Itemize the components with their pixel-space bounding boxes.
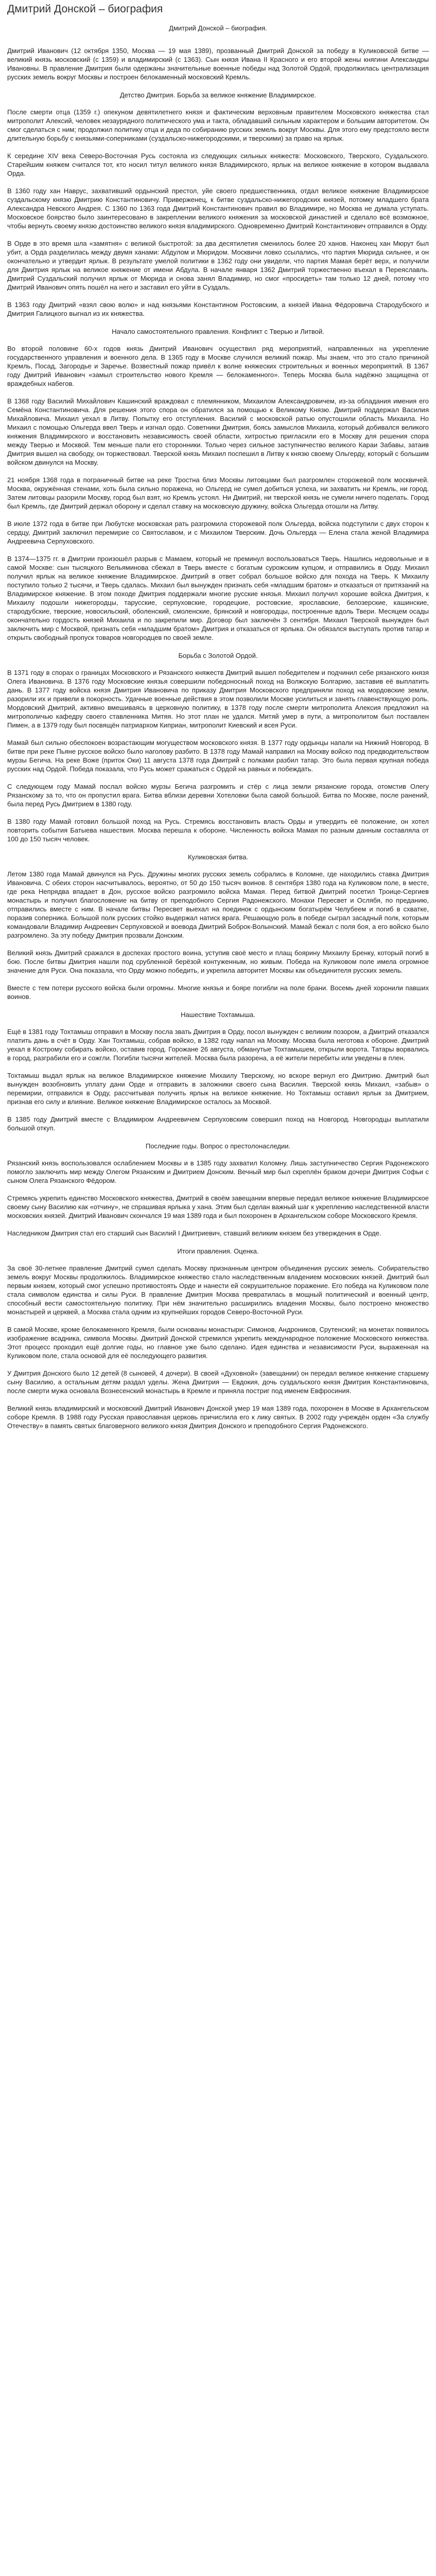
body-paragraph: В 1371 году в спорах о границах Московского и Рязанского княжеств Дмитрий вышел победителем и подчинил себе рязанского князя Олега Ивановича. В 1376 году Московские князья совершили победоносный поход на Волжскую Болгарию, заставив её выплатить дань. В 1377 году войска князя Дмитрия Ивановича по приказу Дмитрия Московского предприняли поход на мордовские земли, разорили их и привели в покорность. Удачные военные действия в этом позволили Москве усилиться и занять главенствующую роль. Мордовский Дмитрий, активно вмешиваясь в церковную политику, в 1378 году после смерти митрополита Алексия предложил на митрополичью кафедру своего ставленника Митяя. Но этот план не удался. Митяй умер в пути, а митрополитом был поставлен Пимен, а в 1379 году был посвящён патриархом Киприан, митрополит Киевский и всея Руси. — [7, 669, 429, 729]
body-paragraph: Стремясь укрепить единство Московского княжества, Дмитрий в своём завещании впервые передал великое княжение Владимирское своему сыну Василию как «отчину», не спрашивая ярлыка у хана. Этим был сделан важный шаг к укреплению наследственной власти московских князей. Дмитрий Иванович скончался 19 мая 1389 года и был похоронен в Архангельском соборе Московского Кремля. — [7, 1194, 429, 1219]
section-heading: Последние годы. Вопрос о престолонаследии. — [145, 1142, 291, 1150]
body-paragraph: За своё 30-летнее правление Дмитрий сумел сделать Москву признанным центром объединения русских земель. Собирательство земель вокруг Москвы продолжилось. Владимирское княжество стало наследственным владением московских князей. Дмитрий был первым князем, который смог успешно противостоять Орде и нанести ей сокрушительное поражение. Его победа на Куликовом поле стала символом единства и силы Руси. В правление Дмитрия Москва превратилась в мощный политический и военный центр, способный вести самостоятельную политику. При нём значительно расширились владения Москвы, было построено множество монастырей и церквей, а Москва стала одним из крупнейших городов Северо-Восточной Руси. — [7, 1264, 429, 1316]
document-body — [7, 46, 429, 1430]
body-paragraph: Ещё в 1381 году Тохтамыш отправил в Москву посла звать Дмитрия в Орду, посол вынужден с великим позором, а Дмитрий отказался платить дань в счёт в Орду. Хан Тохтамыш, собрав войско, в 1382 году напал на Москву. Москва была неготова к обороне. Дмитрий уехал в Кострому собирать войско, оставив город. Горожане 26 августа, обманутые Тохтамышем, открыли ворота. Татары ворвались в город, разграбили его и сожгли. Погибли тысячи жителей. Москва была разорена, а её жители перебиты или уведены в плен. — [7, 1028, 429, 1062]
document-subtitle: Дмитрий Донской – биография. — [169, 24, 267, 32]
body-paragraph: Наследником Дмитрия стал его старший сын Василий I Дмитриевич, ставший великим князем без утверждения в Орде. — [7, 1229, 381, 1237]
section-heading: Борьба с Золотой Ордой. — [178, 652, 258, 659]
body-paragraph: В июле 1372 года в битве при Любутске московская рать разгромила сторожевой полк Ольгерда, войска подступили с двух сторон к сердцу, Дмитрий заключил перемирие со Святославом, и с Михаилом Тверским. Дочь Ольгерда — Елена стала женой Владимира Андреевича Серпуховского. — [7, 520, 429, 545]
section-heading: Начало самостоятельного правления. Конфликт с Тверью и Литвой. — [112, 328, 324, 335]
body-paragraph: Во второй половине 60-х годов князь Дмитрий Иванович осуществил ряд мероприятий, направленных на укрепление государственного управления и военного дела. В 1365 году в Москве случился великий пожар. Мы знаем, что это стало причиной Кремль, Посад, Загородье и Заречье. Возвестный пожар привёл к волне княжеских строительных и военных мероприятий. В 1367 году Дмитрий Иванович «замыл строительство нового Кремля — белокаменного». Теперь Москва была надёжно защищена от враждебных набегов. — [7, 345, 429, 387]
body-paragraph: К середине XIV века Северо-Восточная Русь состояла из следующих сильных княжеств: Московского, Тверского, Суздальского. Старейшим княжем считался тот, кто носил титул великого князя Владимирского, ярлык на великое княжение в котором выдавала Орда. — [7, 152, 429, 177]
body-paragraph: В 1363 году Дмитрий «взял свою волю» и над князьями Константином Ростовским, а князей Ивана Фёдоровича Стародубского и Дмитрия Галицкого выгнал из их княжества. — [7, 301, 429, 317]
body-paragraph: Летом 1380 года Мамай двинулся на Русь. Дружины многих русских земель собрались в Коломне, где находились ставка Дмитрия Ивановича. С обеих сторон насчитывалось, вероятно, от 50 до 150 тысяч воинов. 8 сентября 1380 года на Куликовом поле, в месте, где река Непрядва впадает в Дон, русское войско разгромило войска Мамая. Перед битвой Дмитрий посетил Троице-Сергиев монастырь и получил благословение на битву от преподобного Сергия Радонежского. Монахи Пересвет и Ослябя, по преданию, отправились вместе с ним. В начале битвы Пересвет выехал на поединок с ордынским богатырём Челубеем и погиб в схватке, поразив соперника. Большой полк русских стойко выдержал натиск врага. Решающую роль в победе сыграл засадный полк, которым командовали Владимир Андреевич Серпуховской и воевода Дмитрий Боброк-Волынский. Мамай бежал с поля боя, а его войско было разгромлено. За эту победу Дмитрия прозвали Донским. — [7, 870, 429, 939]
body-paragraph: После смерти отца (1359 г.) опекуном девятилетнего князя и фактическим верховным правителем Московского княжества стал митрополит Алексий, человек незаурядного политического ума и такта, обладавший сильным характером и большим авторитетом. Он смог сделаться с ним; продолжил политику отца и деда по собиранию русских земель вокруг Москвы. Для этого ему предстояло вести длительную борьбу с князьями-соперниками (суздальско-нижегородскими, и тверскими) за право на ярлык. — [7, 108, 429, 142]
body-paragraph: В 1368 году Василий Михайлович Кашинский враждовал с племянником, Михаилом Александровичем, из-за обладания имения его Семёна Константиновича. Для решения этого спора он обратился за помощью к Великому Князю. Дмитрий поддержал Василия Михайловича. Михаил уехал в Литву. Попытку его отступления. Василий с московской ратью опустошили область Михаила. Но Михаил с помощью Ольгерда ввел Тверь и изгнал ордо. Советники Дмитрия, боясь замыслов Михаила, который добивался великого княжения Владимирского и восстановить независимость своей области, хитростью пригласили его в Москву для решения спора между Тверью и Москвой. Тем меньше пали его сторонники. Только через сильное заступничество великого Караи Забавы, затаив Дмитрия вышел на свободу, он торжествовал. Тверской князь Михаил поспешил в Литву к князю своему Ольгерду, который с большим войском двинулся на Москву. — [7, 397, 429, 466]
section-heading: Нашествие Тохтамыша. — [181, 1011, 255, 1019]
body-paragraph: В 1374—1375 гг. в Дмитрии произошёл разрыв с Мамаем, который не преминул воспользоваться Тверь. Нашлись недовольные и в самой Москве: сын тысяцкого Вельяминова сбежал в Тверь вместе с богатым сурожским купцом, и отправились в Орду. Михаил получил ярлык на великое княжение Владимирское. Дмитрий в ответ собрал большое войско для похода на Тверь. К Михаилу поступило только 2 тысячи, и Тверь сдалась. Михаил был вынужден признать себя «младшим братом» и отказаться от притязаний на Владимирское княжение. В этом походе Дмитрия поддержали многие русские князья. Михаил получил хорошие войска Дмитрия, к Михаилу подошли нижегородцы, тарусские, серпуховские, городецкие, ростовские, ярославские, белозерские, кашинские, стародубские, тверские, новосильский, оболенский, смоленские, брянский и новгородцы, построенные вдоль Твери. Месяцем осады окончательно гордость князей Михаила и по закрепили мир. Договор был заключён 3 сентября. Михаил Тверской вынужден был заключить мир с Москвой, признать себя «младшим братом» Дмитрия и отказаться от ярлыка. Он обязался выступать против татар и открыть свободный пропуск товаров новгородцев по своей земле. — [7, 555, 429, 641]
section-heading: Куликовская битва. — [187, 853, 249, 861]
body-paragraph: Рязанский князь воспользовался ослаблением Москвы и в 1385 году захватил Коломну. Лишь заступничество Сергия Радонежского помогло заключить мир между Олегом Рязанским и Дмитрием Донским. Вечный мир был скреплён браком дочери Дмитрия Софьи с сыном Олега Рязанского Фёдором. — [7, 1159, 429, 1184]
section-heading: Итоги правления. Оценка. — [177, 1247, 259, 1255]
section-heading: Детство Дмитрия. Борьба за великое княжение Владимирское. — [119, 91, 317, 99]
body-paragraph: Великий князь владимирский и московский Дмитрий Иванович Донской умер 19 мая 1389 года, похоронен в Москве в Архангельском соборе Кремля. В 1988 году Русская православная церковь причислила его к лику святых. В 2002 году учреждён орден «За службу Отечеству» в память святых благоверного великого князя Дмитрия Донского и преподобного Сергия Радонежского. — [7, 1404, 429, 1430]
body-paragraph: В 1360 году хан Наврус, захвативший ордынский престол, уйе своего предшественника, отдал великое княжение Владимирское суздальскому князю Дмитрию Константиновичу. Приверженец, к битве суздальско-нижегородских князей, потомку младшего брата Александра Невского Андрея. С 1360 по 1363 года Дмитрий Константинович правил во Владимире, но Москва не думала уступать. Московское боярство было заинтересовано в закреплении великого княжения за московской династией и сделало всё возможное, чтобы вернуть своему князю достоинство великого князя владимирского. Одновременно Дмитрий Константинович отправился в Орду. — [7, 187, 429, 230]
page-title: Дмитрий Донской – биография — [7, 3, 163, 15]
body-paragraph: В 1385 году Дмитрий вместе с Владимиром Андреевичем Серпуховским совершил поход на Новгород. Новгородцы выплатили большой откуп. — [7, 1115, 429, 1132]
body-paragraph: Великий князь Дмитрий сражался в доспехах простого воина, уступив своё место и плащ боярину Михаилу Бренку, который погиб в бою. После битвы Дмитрия нашли под срубленной берёзой контуженным, но живым. Победа на Куликовом поле имела огромное значение для Руси. Она показала, что Орду можно победить, и укрепила авторитет Москвы как объединителя русских земель. — [7, 949, 429, 974]
body-paragraph: У Дмитрия Донского было 12 детей (8 сыновей, 4 дочери). В своей «Духовной» (завещании) он передал великое княжение старшему сыну Василию, а остальным детям раздал уделы. Жена Дмитрия — Евдокия, дочь суздальского князя Дмитрия Константиновича, после смерти мужа основала Вознесенский монастырь в Кремле и приняла постриг под именем Евфросиния. — [7, 1369, 429, 1395]
body-paragraph: Дмитрий Иванович (12 октября 1350, Москва — 19 мая 1389), прозванный Дмитрий Донской за победу в Куликовской битве — великий князь московский (с 1359) и владимирский (с 1363). Сын князя Ивана II Красного и его второй жены княгини Александры Ивановны. В правление Дмитрия были одержаны значительные военные победы над Золотой Ордой, продолжилась централизация русских земель вокруг Москвы и построен белокаменный московский Кремль. — [7, 47, 429, 81]
body-paragraph: В самой Москве, кроме белокаменного Кремля, были основаны монастыри: Симонов, Андроников, Срутенский; на монетах появилось изображение всадника, символа Москвы. Дмитрий Донской стремился укрепить международное положение Московского княжества. Этот процесс проходил ещё долгие годы, но главное уже было сделано. Идея единства и независимости Руси, выраженная на Куликовом поле, стала основой для её последующего развития. — [7, 1326, 429, 1360]
body-paragraph: В 1380 году Мамай готовил большой поход на Русь. Стремясь восстановить власть Орды и утвердить её положение, он хотел повторить события Батыева нашествия. Москва перешла к обороне. Численность войска Мамая по разным данным составляла от 100 до 150 тысяч человек. — [7, 818, 429, 843]
body-paragraph: Тохтамыш выдал ярлык на великое Владимирское княжение Михаилу Тверскому, но вскоре вернул его Дмитрию. Дмитрий был вынужден возобновить уплату дани Орде и отправить в заложники своего сына Василия. Тверской князь Михаил, «забыв» о перемирии, отправился в Орду, рассчитывая получить ярлык на великое княжение. Но Тохтамыш оставил ярлык за Дмитрием, признав его силу и влияние. Великое княжение Владимирское осталось за Москвой. — [7, 1072, 429, 1106]
body-paragraph: Вместе с тем потери русского войска были огромны. Многие князья и бояре погибли на поле брани. Восемь дней хоронили павших воинов. — [7, 984, 429, 1001]
body-paragraph: С следующем году Мамай послал войско мурзы Бегича разгромить и стёр с лица земли рязанские города, отомстив Олегу Рязанскому за то, что он пропустил врага. Битва вблизи деревни Хотеловки была самой большой. Битва по Москве, после ранений, была перед Русь Дмитрием в 1380 году. — [7, 783, 429, 808]
body-paragraph: 21 ноября 1368 года в пограничный битве на реке Тростна близ Москвы литовцами был разгромлен сторожевой полк москвичей. Москва, окружённая стенами, хоть была сильно поражена, но Ольгерд не сумел добиться успеха, ни захватить ни Кремль, ни город. Затем литовцы разорили Москву, город был взят, но Кремль устоял. Ни Дмитрий, ни тверской князь не сумели ничего поделать. Город был Кремль, где Дмитрий держал оборону и сделал ставку на московскую дружину, войска Ольгерда отошли на Литву. — [7, 476, 429, 510]
body-paragraph: Мамай был сильно обеспокоен возрастающим могуществом московского князя. В 1377 году ордынцы напали на Нижний Новгород. В битве при реке Пьяне русское войско было наголову разбито. В 1378 году Мамай направил на Москву войско под предводительством мурзы Бегича. На реке Воже (приток Оки) 11 августа 1378 года Дмитрий с полками разбил татар. Это была первая крупная победа русских над Ордой. Победа показала, что Русь может сражаться с Ордой на равных и побеждать. — [7, 739, 429, 773]
body-paragraph: В Орде в это время шла «замятня» с великой быстротой: за два десятилетия сменилось более 20 ханов. Наконец хан Мюрут был убит, а Орда разделилась между двумя ханами: Абдулом и Мюридом. Москвичи ловко ссылались, что партия Мюрида сильнее, и он окончательно и утвердит ярлык. В результате умелой политики в 1362 году они увидели, что партия Мамая берёт верх, и получили для Дмитрия ярлык на великое княжение от имени Абдула. В начале января 1362 Дмитрий торжественно въехал в Переяславль. Дмитрий Суздальский получил ярлык от Мюрида и снова занял Владимир, но смог «просидеть» там только 12 дней, потому что Дмитрий Иванович опять пошёл на него и заставил его уйти в Суздаль. — [7, 240, 429, 291]
